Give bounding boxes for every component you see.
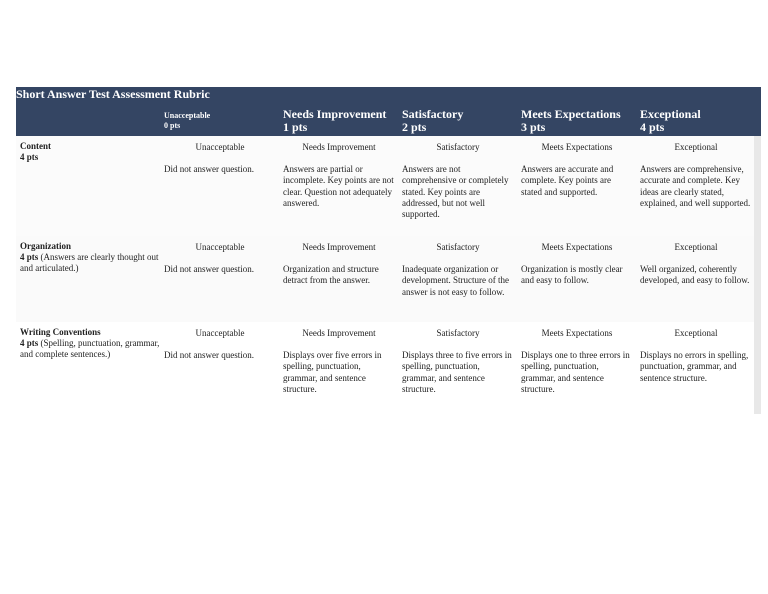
criterion-name: Writing Conventions (20, 327, 101, 337)
cell-level-label: Exceptional (674, 142, 718, 152)
criterion-row-writing-conventions (16, 322, 761, 412)
cell-description: Displays over five errors in spelling, punctuation, grammar, and sentence structure. (283, 350, 382, 394)
level-name: Needs Improvement (283, 107, 387, 121)
cell-description: Answers are accurate and complete. Key points are stated and supported. (521, 164, 614, 197)
criterion-points: 4 pts (20, 338, 39, 348)
criterion-row-organization (16, 236, 761, 322)
criterion-row-content (16, 136, 761, 236)
criterion-label (20, 327, 160, 360)
cell-description: Well organized, coherently developed, and easy to follow. (640, 264, 750, 286)
cell-description: Organization and structure detract from the answer. (283, 264, 379, 286)
level-points: 1 pts (283, 120, 308, 134)
cell-description: Answers are not comprehensive or completely stated. Key points are addressed, but not well supported. (402, 164, 509, 220)
level-points: 0 pts (164, 121, 181, 130)
rubric-header (16, 87, 761, 136)
cell-level-label: Meets Expectations (541, 242, 613, 252)
cell-level-label: Needs Improvement (302, 142, 376, 152)
cell-level-label: Exceptional (674, 242, 718, 252)
level-name: Unacceptable (164, 111, 211, 120)
header-level-unacceptable (164, 111, 210, 131)
cell-description: Displays three to five errors in spelling, punctuation, grammar, and sentence structure. (402, 350, 512, 394)
criterion-label (20, 241, 160, 274)
cell-description: Answers are partial or incomplete. Key points are not clear. Question not adequately answered. (283, 164, 394, 208)
level-name: Satisfactory (402, 107, 464, 121)
criterion-name: Organization (20, 241, 71, 251)
cell-level-label: Meets Expectations (541, 328, 613, 338)
cell-level-label: Exceptional (674, 328, 718, 338)
criterion-note: (Spelling, punctuation, grammar, and complete sentences.) (20, 338, 160, 359)
criterion-points: 4 pts (20, 152, 39, 162)
cell-description: Inadequate organization or development. Structure of the answer is not easy to follow. (402, 264, 509, 297)
cell-level-label: Unacceptable (195, 142, 245, 152)
header-level-needs-improvement (283, 108, 386, 134)
cell-level-label: Satisfactory (436, 328, 480, 338)
criterion-name: Content (20, 141, 51, 151)
header-level-exceptional (640, 108, 701, 134)
cell-description: Did not answer question. (164, 350, 254, 360)
cell-description: Did not answer question. (164, 264, 254, 274)
level-points: 4 pts (640, 120, 665, 134)
criterion-note: (Answers are clearly thought out and articulated.) (20, 252, 159, 273)
rubric-table (16, 87, 761, 412)
cell-level-label: Needs Improvement (302, 328, 376, 338)
cell-level-label: Satisfactory (436, 142, 480, 152)
level-points: 3 pts (521, 120, 546, 134)
cell-description: Did not answer question. (164, 164, 254, 174)
cell-level-label: Unacceptable (195, 242, 245, 252)
cell-level-label: Unacceptable (195, 328, 245, 338)
cell-description: Organization is mostly clear and easy to follow. (521, 264, 623, 286)
criterion-points: 4 pts (20, 252, 39, 262)
vertical-scrollbar[interactable] (754, 136, 761, 414)
level-points: 2 pts (402, 120, 427, 134)
rubric-title: Short Answer Test Assessment Rubric (16, 87, 210, 101)
cell-description: Answers are comprehensive, accurate and complete. Key ideas are clearly stated, explained, and well supported. (640, 164, 751, 208)
header-level-meets-expectations (521, 108, 621, 134)
level-name: Meets Expectations (521, 107, 621, 121)
cell-level-label: Needs Improvement (302, 242, 376, 252)
level-name: Exceptional (640, 107, 701, 121)
cell-level-label: Meets Expectations (541, 142, 613, 152)
cell-description: Displays no errors in spelling, punctuation, grammar, and sentence structure. (640, 350, 749, 383)
cell-level-label: Satisfactory (436, 242, 480, 252)
criterion-label (20, 141, 160, 163)
cell-description: Displays one to three errors in spelling, punctuation, grammar, and sentence structure. (521, 350, 630, 394)
header-level-satisfactory (402, 108, 463, 134)
